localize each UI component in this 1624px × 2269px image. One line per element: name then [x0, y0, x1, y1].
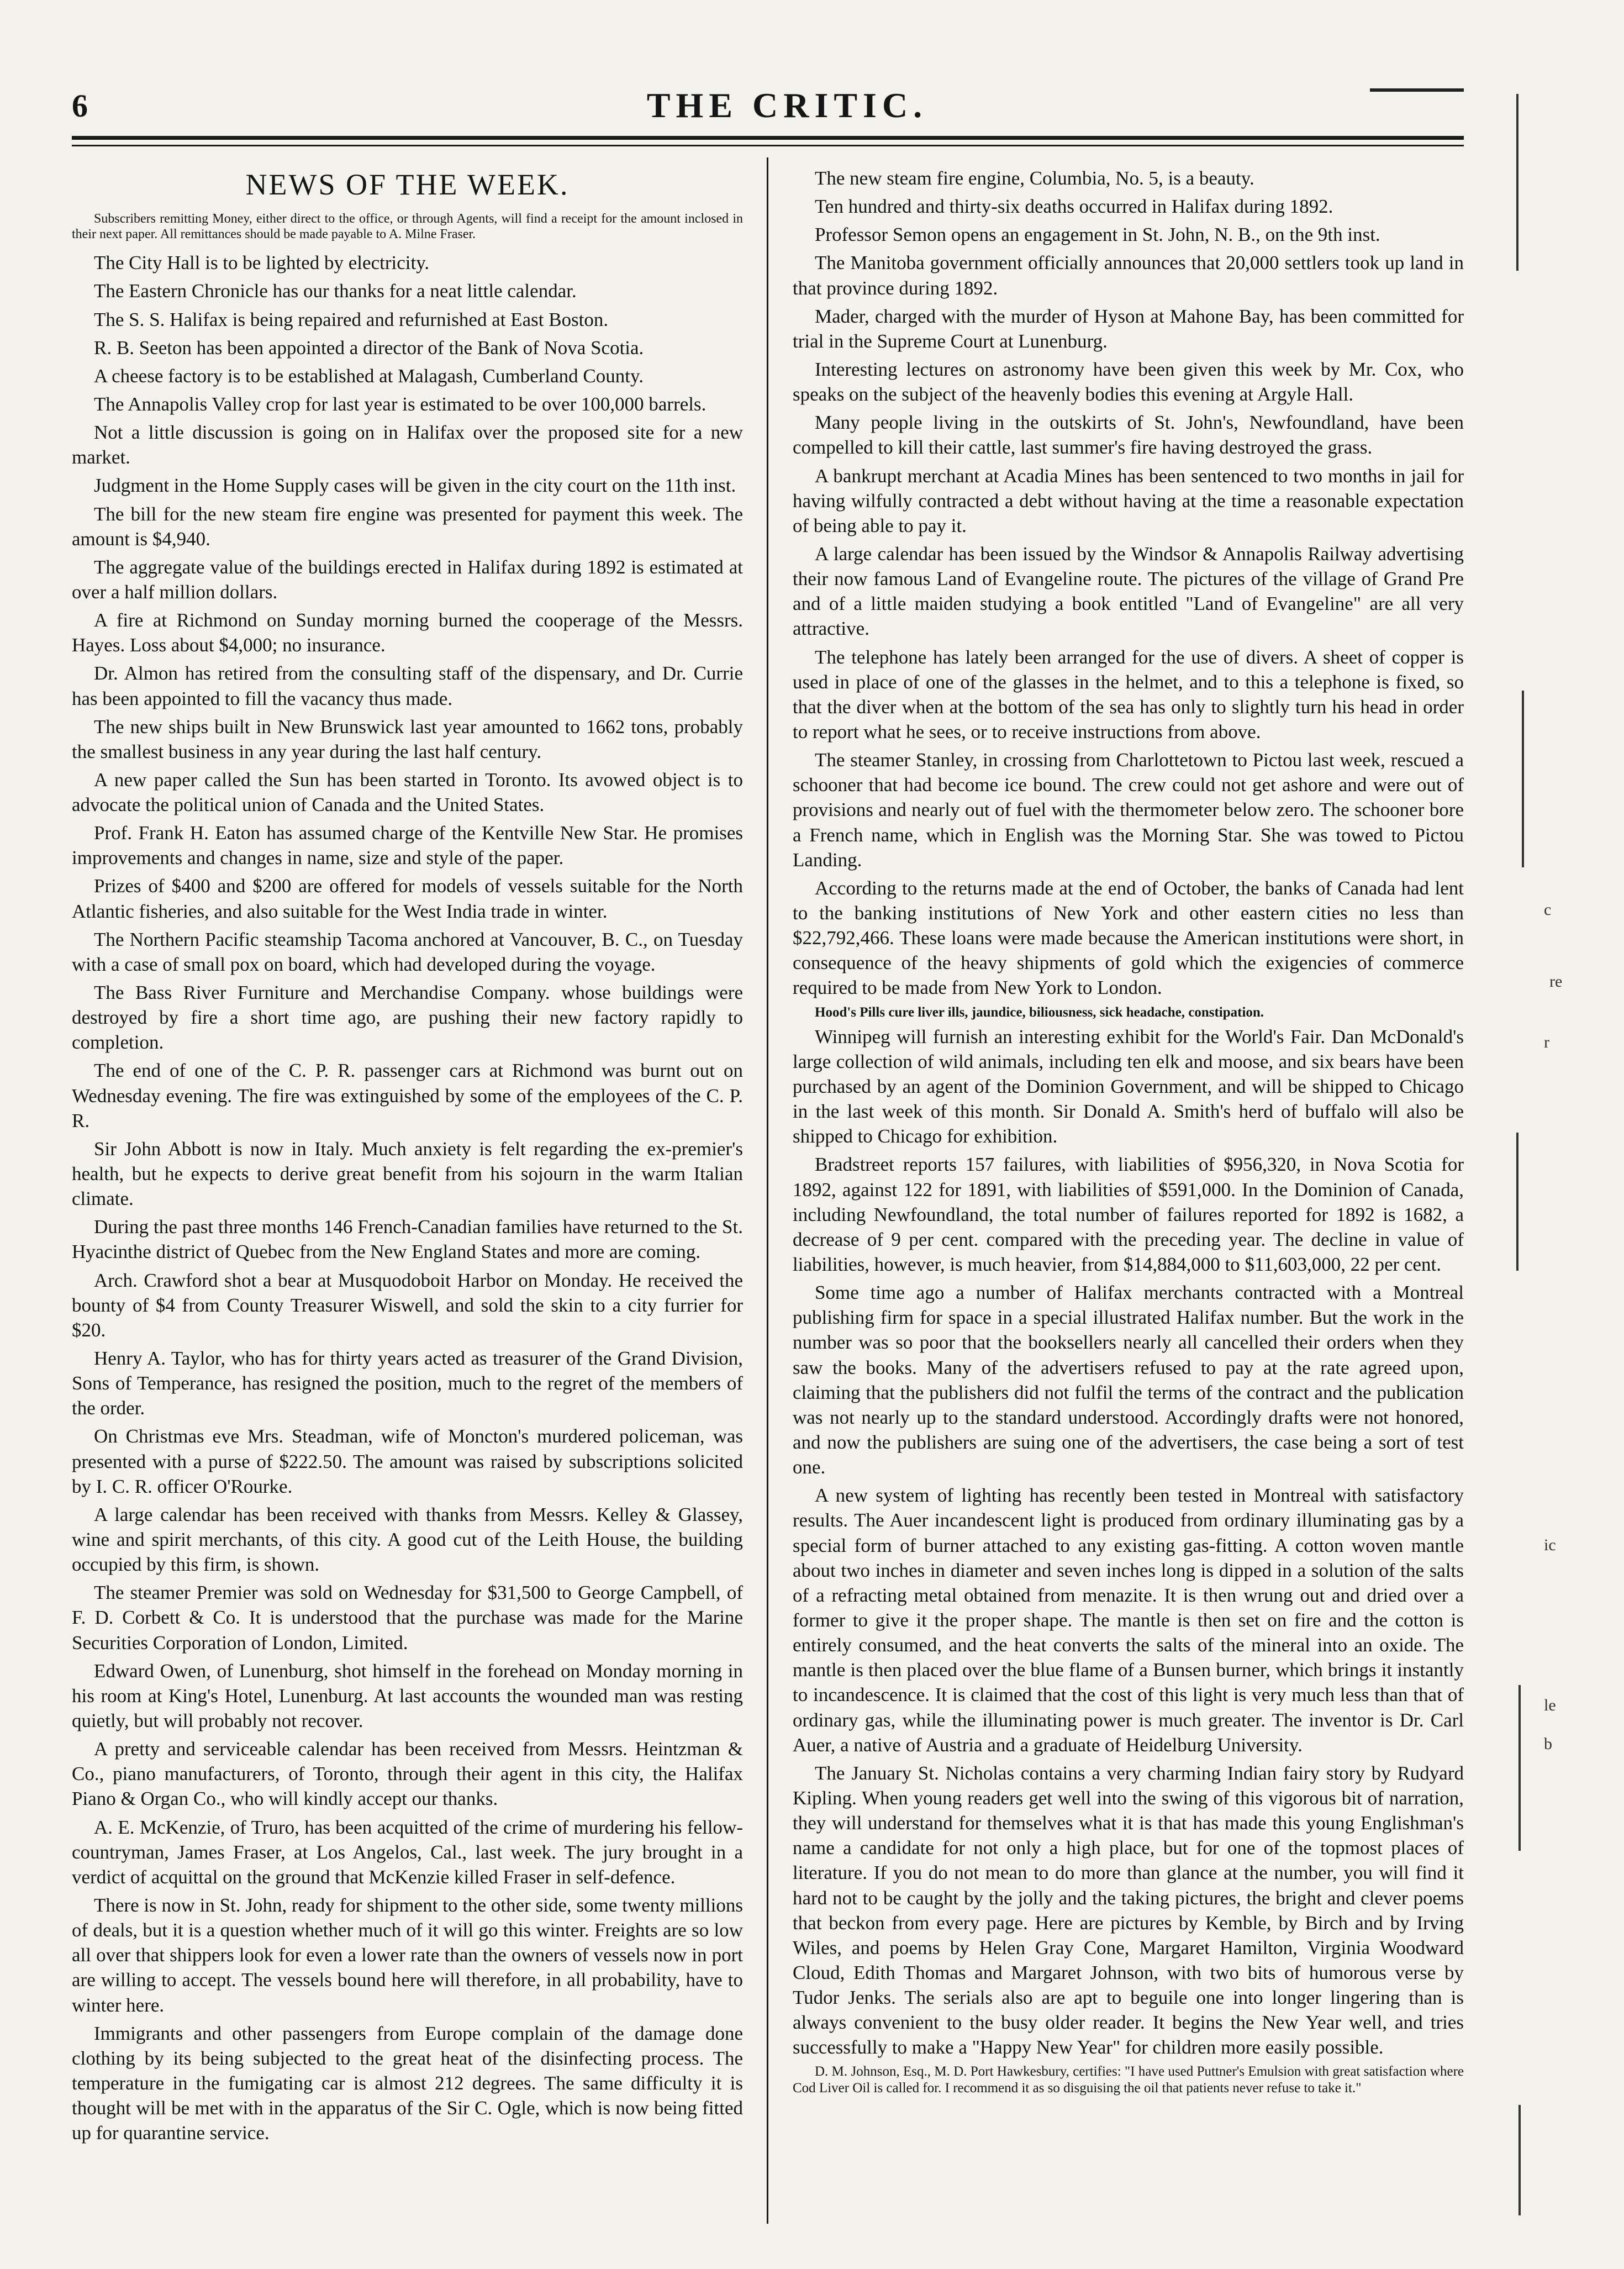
margin-fragment: c — [1544, 901, 1552, 919]
news-item: A new system of lighting has recently been tested in Montreal with satisfactory results. The Auer incandescent light is produced from ordinary illuminating gas by a special form of burner attached to any existing gas-fitting. A cotton woven mantle about two inches in diameter and seven inches long is dipped in a solution of the salts of a refracting metal obtained from menazite. It is then wrung out and dried over a former to give it the proper shape. The mantle is then set on fire and the cotton is entirely consumed, and the heat converts the salts of the mineral into an oxide. The mantle is then placed over the blue flame of a Bunsen burner, which brings it instantly to incandescence. It is claimed that the cost of this light is very much less than that of ordinary gas, while the illuminating power is much greater. The inventor is Dr. Carl Auer, a native of Austria and a graduate of Heidelburg University. — [793, 1484, 1464, 1756]
news-item: The Manitoba government officially announces that 20,000 settlers took up land in that province during 1892. — [793, 252, 1464, 299]
left-column — [72, 166, 743, 2149]
page-header — [72, 83, 1502, 138]
news-item: Bradstreet reports 157 failures, with liabilities of $956,320, in Nova Scotia for 1892, against 122 for 1891, with liabilities of $591,000. In the Dominion of Canada, including Newfoundland, the total number of failures reported for 1892 is 1682, a decrease of 9 per cent. compared with the preceding year. The decline in value of liabilities, however, is much heavier, from $14,884,000 to $11,603,000, 22 per cent. — [793, 1154, 1464, 1276]
news-item: Ten hundred and thirty-six deaths occurred in Halifax during 1892. — [815, 196, 1333, 218]
news-item: The steamer Stanley, in crossing from Charlottetown to Pictou last week, rescued a schooner that had become ice bound. The crew could not get ashore and were out of provisions and nearly out of fuel with the thermometer below zero. The schooner bore a French name, which in English was the Morning Star. She was towed to Pictou Landing. — [793, 749, 1464, 871]
news-item: Henry A. Taylor, who has for thirty years acted as treasurer of the Grand Division, Sons of Temperance, has resigned the position, much to the regret of the members of the order. — [72, 1347, 743, 1419]
news-item: The new steam fire engine, Columbia, No. 5, is a beauty. — [815, 167, 1254, 189]
advert-hoods-pills: Hood's Pills cure liver ills, jaundice, biliousness, sick headache, constipation. — [815, 1004, 1264, 1020]
news-item: Many people living in the outskirts of St. John's, Newfoundland, have been compelled to kill their cattle, last summer's fire having destroyed the grass. — [793, 412, 1464, 459]
margin-fragment: b — [1544, 1735, 1552, 1753]
news-item: During the past three months 146 French-Canadian families have returned to the St. Hyacinthe district of Quebec from the New England States and more are coming. — [72, 1216, 743, 1263]
news-item: Judgment in the Home Supply cases will be given in the city court on the 11th inst. — [94, 475, 736, 497]
news-item: Some time ago a number of Halifax merchants contracted with a Montreal publishing firm for space in a special illustrated Halifax number. But the work in the number was so poor that the booksellers nearly all cancelled their orders when they saw the books. Many of the advertisers refused to pay at the rate agreed upon, claiming that the publishers did not fulfil the terms of the contract and the publication was not nearly up to the standard understood. Accordingly drafts were not honored, and now the publishers are suing one of the advertisers, the case being a sort of test one. — [793, 1282, 1464, 1478]
news-item: According to the returns made at the end of October, the banks of Canada had lent to the banking institutions of New York and other eastern cities no less than $22,792,466. These loans were made because the American institutions were short, in consequence of the heavy shipments of gold which the exigencies of commerce required to be made from New York to London. — [793, 877, 1464, 999]
advert-puttners-emulsion: D. M. Johnson, Esq., M. D. Port Hawkesbury, certifies: "I have used Puttner's Emulsion with great satisfaction where Cod Liver Oil is called for. I recommend it as so disguising the oil that patients never refuse to take it." — [793, 2063, 1464, 2096]
header-rule-thin — [72, 145, 1464, 146]
margin-fragment: ic — [1544, 1536, 1556, 1554]
margin-bracket — [1518, 1685, 1521, 1851]
newspaper-title: THE CRITIC. — [646, 86, 928, 125]
margin-fragment: r — [1544, 1033, 1549, 1051]
margin-bracket — [1516, 1133, 1518, 1271]
section-title: NEWS OF THE WEEK. — [245, 168, 570, 201]
margin-bracket — [1516, 94, 1518, 271]
news-item: The end of one of the C. P. R. passenger cars at Richmond was burnt out on Wednesday evening. The fire was extinguished by some of the employees of the C. P. R. — [72, 1060, 743, 1131]
subscriber-notice: Subscribers remitting Money, either direct to the office, or through Agents, will find a receipt for the amount inclosed in their next paper. All remittances should be made payable to A. Milne Fraser. — [72, 211, 743, 242]
right-column — [793, 166, 1464, 2097]
news-item: Mader, charged with the murder of Hyson at Mahone Bay, has been committed for trial in the Supreme Court at Lunenburg. — [793, 305, 1464, 352]
news-item: The S. S. Halifax is being repaired and refurnished at East Boston. — [94, 308, 609, 330]
news-item: A large calendar has been issued by the Windsor & Annapolis Railway advertising their now famous Land of Evangeline route. The pictures of the village of Grand Pre and of a little maiden studying a book entitled "Land of Evangeline" are all very attractive. — [793, 543, 1464, 640]
right-items-upper — [793, 166, 1464, 1001]
news-item: The Bass River Furniture and Merchandise Company. whose buildings were destroyed by fire a short time ago, are pushing their new factory rapidly to completion. — [72, 982, 743, 1054]
news-item: A fire at Richmond on Sunday morning burned the cooperage of the Messrs. Hayes. Loss about $4,000; no insurance. — [72, 609, 743, 656]
news-item: A. E. McKenzie, of Truro, has been acquitted of the crime of murdering his fellow-countryman, James Fraser, at Los Angelos, Cal., last week. The jury brought in a verdict of acquittal on the ground that McKenzie killed Fraser in self-defence. — [72, 1816, 743, 1888]
margin-fragments — [1511, 83, 1599, 2238]
news-item: The Northern Pacific steamship Tacoma anchored at Vancouver, B. C., on Tuesday with a case of small pox on board, which had developed during the voyage. — [72, 928, 743, 975]
news-item: A pretty and serviceable calendar has been received from Messrs. Heintzman & Co., piano manufacturers, of Toronto, through their agent in this city, the Halifax Piano & Organ Co., who will kindly accept our thanks. — [72, 1738, 743, 1810]
news-item: A bankrupt merchant at Acadia Mines has been sentenced to two months in jail for having wilfully contracted a debt without having at the time a reasonable expectation of being able to pay it. — [793, 465, 1464, 536]
news-item: R. B. Seeton has been appointed a director of the Bank of Nova Scotia. — [94, 336, 644, 359]
news-item: The Annapolis Valley crop for last year is estimated to be over 100,000 barrels. — [94, 393, 706, 415]
news-item: There is now in St. John, ready for shipment to the other side, some twenty millions of deals, but it is a question whether much of it will go this winter. Freights are so low all over that shippers look for even a lower rate than the owners of vessels now in port are willing to accept. The vessels bound here will therefore, in all probability, have to winter here. — [72, 1894, 743, 2016]
column-divider — [767, 157, 768, 2224]
news-item: On Christmas eve Mrs. Steadman, wife of Moncton's murdered policeman, was presented with a purse of $222.50. The amount was raised by subscriptions solicited by I. C. R. officer O'Rourke. — [72, 1425, 743, 1497]
news-item: Not a little discussion is going on in Halifax over the proposed site for a new market. — [72, 422, 743, 468]
newspaper-page — [72, 83, 1502, 2232]
news-item: Dr. Almon has retired from the consulting staff of the dispensary, and Dr. Currie has been appointed to fill the vacancy thus made. — [72, 662, 743, 709]
news-item: Prizes of $400 and $200 are offered for models of vessels suitable for the North Atlantic fisheries, and also suitable for the West India trade in winter. — [72, 875, 743, 922]
news-item: The steamer Premier was sold on Wednesday for $31,500 to George Campbell, of F. D. Corbett & Co. It is understood that the purchase was made for the Marine Securities Corporation of London, Limited. — [72, 1582, 743, 1654]
news-item: A large calendar has been received with thanks from Messrs. Kelley & Glassey, wine and spirit merchants, of this city. A good cut of the Leith House, the building occupied by this firm, is shown. — [72, 1503, 743, 1576]
margin-fragment: le — [1544, 1696, 1556, 1714]
news-item: The aggregate value of the buildings erected in Halifax during 1892 is estimated at over a half million dollars. — [72, 556, 743, 603]
right-items-lower — [793, 1024, 1464, 2060]
news-item: Immigrants and other passengers from Europe complain of the damage done clothing by its being subjected to the great heat of the disinfecting process. The temperature in the fumigating car is almost 212 degrees. The same difficulty it is thought will be met with in the apparatus of the Sir C. Ogle, which is now being fitted up for quarantine service. — [72, 2022, 743, 2144]
news-item: Arch. Crawford shot a bear at Musquodoboit Harbor on Monday. He received the bounty of $4 from County Treasurer Wiswell, and sold the skin to a city furrier for $20. — [72, 1269, 743, 1341]
news-item: The telephone has lately been arranged for the use of divers. A sheet of copper is used in place of one of the glasses in the helmet, and to this a telephone is fixed, so that the diver when at the bottom of the sea has only to slightly turn his head in order to report what he sees, or to receive instructions from above. — [793, 646, 1464, 743]
news-item: Winnipeg will furnish an interesting exhibit for the World's Fair. Dan McDonald's large collection of wild animals, including ten elk and moose, and six bears have been purchased by an agent of the Dominion Government, and will be shipped to Chicago in the last week of this month. Sir Donald A. Smith's herd of buffalo will also be shipped to Chicago for exhibition. — [793, 1025, 1464, 1147]
header-dash — [1370, 88, 1464, 92]
margin-bracket — [1522, 691, 1524, 867]
news-item: A new paper called the Sun has been started in Toronto. Its avowed object is to advocate the political union of Canada and the United States. — [72, 768, 743, 816]
header-rule-thick — [72, 136, 1464, 140]
news-item: The new ships built in New Brunswick last year amounted to 1662 tons, probably the smallest business in any year during the last half century. — [72, 715, 743, 762]
news-item: Edward Owen, of Lunenburg, shot himself in the forehead on Monday morning in his room at King's Hotel, Lunenburg. At last accounts the wounded man was resting quietly, but will probably not recover. — [72, 1660, 743, 1731]
news-item: Sir John Abbott is now in Italy. Much anxiety is felt regarding the ex-premier's health, but he expects to derive great benefit from his sojourn in the warm Italian climate. — [72, 1138, 743, 1210]
news-item: A cheese factory is to be established at Malagash, Cumberland County. — [94, 365, 644, 387]
news-item: The bill for the new steam fire engine was presented for payment this week. The amount is $4,940. — [72, 503, 743, 550]
news-item: The January St. Nicholas contains a very charming Indian fairy story by Rudyard Kipling. When young readers get well into the swing of this vigorous bit of narration, they will understand for themselves what it is that has made this young Englishman's name a candidate for not only a high place, but for one of the topmost places of literature. If you do not mean to do more than glance at the number, you will find it hard not to be caught by the jolly and the taking pictures, the bright and clever poems that beckon from every page. Here are pictures by Kemble, by Birch and by Irving Wiles, and poems by Helen Gray Cone, Margaret Hamilton, Virginia Woodward Cloud, Edith Thomas and Margaret Johnson, with two bits of humorous verse by Tudor Jenks. The serials also are apt to beguile one into longer lingering than is always convenient to the busy older reader. It begins the New Year well, and tries successfully to make a "Happy New Year" for children more easily possible. — [793, 1762, 1464, 2059]
news-item: The City Hall is to be lighted by electricity. — [94, 252, 430, 274]
news-item: Prof. Frank H. Eaton has assumed charge of the Kentville New Star. He promises improvements and changes in name, size and style of the paper. — [72, 822, 743, 869]
news-item: Professor Semon opens an engagement in St. John, N. B., on the 9th inst. — [815, 224, 1380, 246]
page-number: 6 — [72, 88, 88, 124]
margin-fragment: re — [1549, 972, 1563, 991]
news-item: The Eastern Chronicle has our thanks for a neat little calendar. — [94, 280, 577, 302]
margin-bracket — [1518, 2105, 1521, 2215]
news-item: Interesting lectures on astronomy have been given this week by Mr. Cox, who speaks on the subject of the heavenly bodies this evening at Argyle Hall. — [793, 358, 1464, 406]
